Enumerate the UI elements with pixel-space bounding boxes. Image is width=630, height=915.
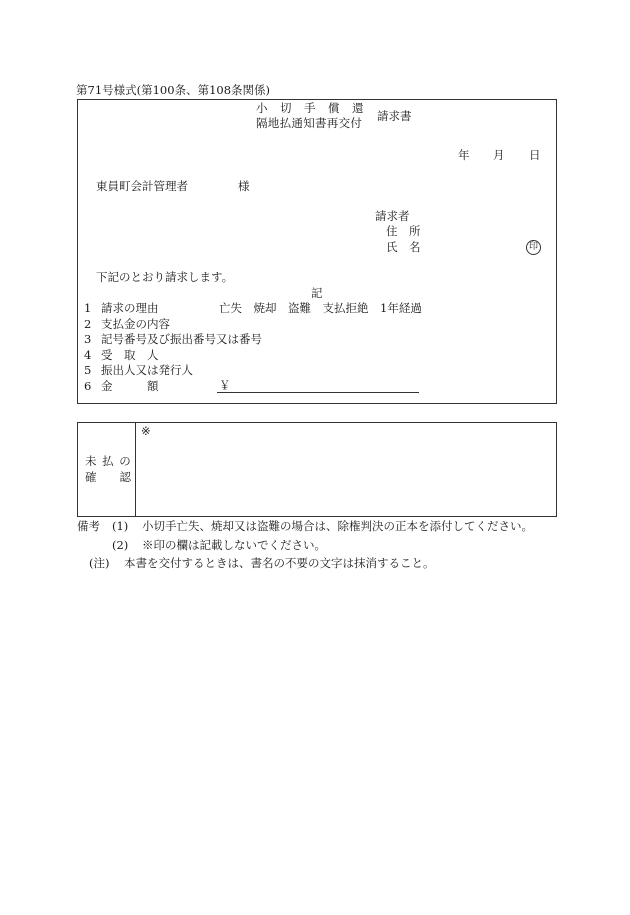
confirm-mark: ※ — [141, 424, 151, 438]
confirmation-divider — [135, 422, 136, 517]
confirm-label-line-1: 未 払 の — [85, 454, 132, 468]
caution-label: (注) — [89, 556, 110, 570]
item-2-label: 支払金の内容 — [101, 317, 170, 331]
date-day: 日 — [529, 148, 541, 162]
note-1-text: 小切手亡失、焼却又は盗難の場合は、除権判決の正本を添付してください。 — [142, 519, 533, 533]
item-2-no: 2 — [84, 317, 92, 331]
item-6-no: 6 — [84, 379, 92, 393]
item-6-label: 金 額 — [101, 379, 159, 393]
item-1-label: 請求の理由 — [101, 301, 159, 315]
item-3-label: 記号番号及び振出番号又は番号 — [101, 332, 262, 346]
claimant-address-label: 住 所 — [386, 224, 421, 238]
amount-yen-sign: ￥ — [219, 378, 231, 392]
claimant-label: 請求者 — [375, 209, 410, 223]
item-4-no: 4 — [84, 348, 92, 362]
date-year: 年 — [458, 148, 470, 162]
title-suffix: 請求書 — [377, 109, 412, 123]
note-2-text: ※印の欄は記載しないでください。 — [142, 538, 326, 552]
claimant-name-label: 氏 名 — [386, 240, 421, 254]
caution-text: 本書を交付するときは、書名の不要の文字は抹消すること。 — [124, 556, 435, 570]
seal-icon: 印 — [526, 240, 541, 255]
item-4-label: 受 取 人 — [101, 348, 159, 362]
date-month: 月 — [493, 148, 505, 162]
notes-label: 備考 — [77, 519, 100, 533]
ki-heading: 記 — [311, 286, 323, 300]
form-number: 第71号様式(第100条、第108条関係) — [76, 83, 271, 97]
title-line-2: 隔地払通知書再交付 — [256, 116, 363, 130]
item-5-no: 5 — [84, 363, 92, 377]
amount-underline — [217, 392, 419, 393]
title-line-1: 小 切 手 償 還 — [256, 101, 364, 115]
item-1-value: 亡失 焼却 盗難 支払拒絶 1年経過 — [219, 301, 422, 315]
addressee-name: 東員町会計管理者 — [96, 179, 188, 193]
addressee-honorific: 様 — [238, 179, 250, 193]
note-2-no: (2) — [112, 538, 129, 552]
item-5-label: 振出人又は発行人 — [101, 363, 193, 377]
item-3-no: 3 — [84, 332, 92, 346]
intro-text: 下記のとおり請求します。 — [96, 270, 234, 284]
confirm-label-line-2: 確 認 — [85, 470, 131, 484]
note-1-no: (1) — [112, 519, 129, 533]
item-1-no: 1 — [84, 301, 92, 315]
